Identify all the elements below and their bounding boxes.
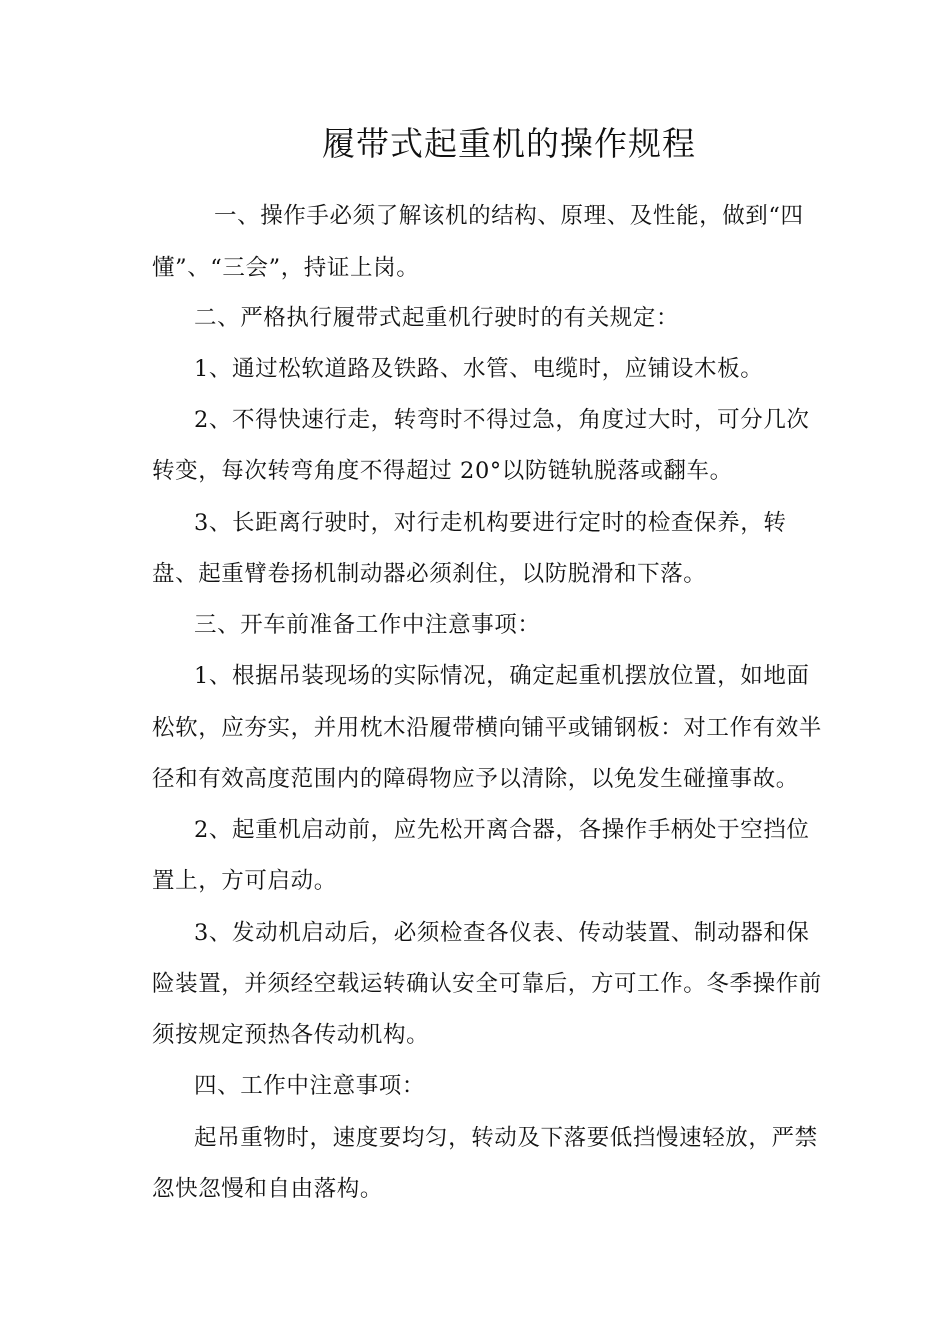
paragraph-line: 2、起重机启动前，应先松开离合器，各操作手柄处于空挡位 xyxy=(194,817,810,843)
paragraph-line: 2、不得快速行走，转弯时不得过急，角度过大时，可分几次 xyxy=(194,407,810,433)
paragraph-line: 转变，每次转弯角度不得超过 20°以防链轨脱落或翻车。 xyxy=(152,458,733,484)
section-heading: 二、严格执行履带式起重机行驶时的有关规定： xyxy=(194,305,680,331)
document-title: 履带式起重机的操作规程 xyxy=(322,124,696,163)
section-heading: 四、工作中注意事项： xyxy=(194,1073,426,1099)
paragraph-line: 懂”、“三会”，持证上岗。 xyxy=(152,255,420,281)
paragraph-line: 3、发动机启动后，必须检查各仪表、传动装置、制动器和保 xyxy=(194,920,810,946)
paragraph-line: 1、通过松软道路及铁路、水管、电缆时，应铺设木板。 xyxy=(194,356,764,382)
paragraph-line: 须按规定预热各传动机构。 xyxy=(152,1022,430,1048)
paragraph-line: 盘、起重臂卷扬机制动器必须刹住，以防脱滑和下落。 xyxy=(152,561,707,587)
paragraph-line: 径和有效高度范围内的障碍物应予以清除，以免发生碰撞事故。 xyxy=(152,766,799,792)
paragraph-line: 1、根据吊装现场的实际情况，确定起重机摆放位置，如地面 xyxy=(194,663,810,689)
section-heading: 三、开车前准备工作中注意事项： xyxy=(194,612,541,638)
paragraph-line: 松软，应夯实，并用枕木沿履带横向铺平或铺钢板：对工作有效半 xyxy=(152,715,822,741)
paragraph-line: 险装置，并须经空载运转确认安全可靠后，方可工作。冬季操作前 xyxy=(152,971,822,997)
paragraph-line: 起吊重物时，速度要均匀，转动及下落要低挡慢速轻放，严禁 xyxy=(194,1125,818,1151)
paragraph-line: 忽快忽慢和自由落构。 xyxy=(152,1176,384,1202)
paragraph-line: 3、长距离行驶时，对行走机构要进行定时的检查保养，转 xyxy=(194,510,787,536)
paragraph-line: 一、操作手必须了解该机的结构、原理、及性能，做到“四 xyxy=(214,203,804,229)
paragraph-line: 置上，方可启动。 xyxy=(152,868,337,894)
